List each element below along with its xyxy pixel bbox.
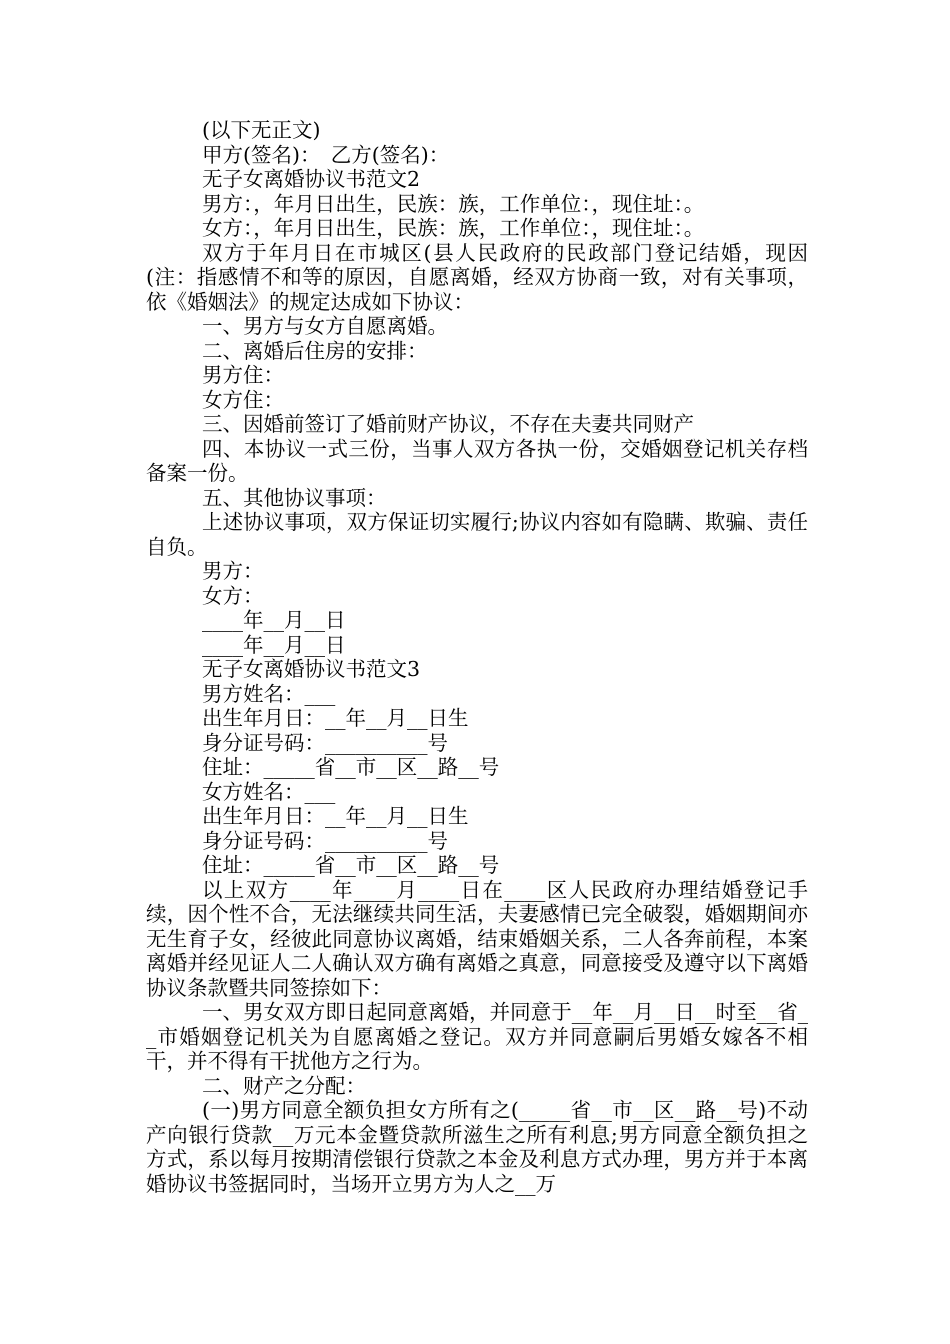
paragraph: 以上双方____年____月____日在____区人民政府办理结婚登记手续，因个性不合，无法继续共同生活，夫妻感情已完全破裂，婚姻期间亦无生育子女，经彼此同意协议离婚，结束婚姻关系，二人各奔前程，本案离婚并经见证人二人确认双方确有离婚之真意，同意接受及遵守以下离婚协议条款暨共同签捺如下： bbox=[146, 877, 808, 1000]
text-line: 身分证号码：__________号 bbox=[202, 730, 448, 755]
text-line: ____年__月__日 bbox=[202, 608, 346, 632]
paragraph: 双方于年月日在市城区(县人民政府的民政部门登记结婚，现因(注：指感情不和等的原因，自愿离婚，经双方协商一致，对有关事项，依《婚姻法》的规定达成如下协议： bbox=[146, 240, 808, 314]
text-line: 无子女离婚协议书范文2 bbox=[202, 167, 421, 191]
text-line: 女方姓名：___ bbox=[202, 779, 336, 804]
text-line: 二、离婚后住房的安排： bbox=[202, 338, 428, 363]
paragraph: 一、男女双方即日起同意离婚，并同意于__年__月__日__时至__省__市婚姻登记机关为自愿离婚之登记。双方并同意嗣后男婚女嫁各不相干，并不得有干扰他方之行为。 bbox=[146, 1000, 808, 1073]
text-line: 男方：，年月日出生，民族：族，工作单位：，现住址：。 bbox=[202, 191, 705, 216]
text-line: 出生年月日：__年__月__日生 bbox=[202, 804, 469, 828]
text-line: 男方： bbox=[202, 559, 264, 583]
text-line: 出生年月日：__年__月__日生 bbox=[202, 706, 469, 730]
text-line: 身分证号码：__________号 bbox=[202, 828, 448, 853]
text-line: 一、男方与女方自愿离婚。 bbox=[202, 314, 448, 338]
text-line: 五、其他协议事项： bbox=[202, 485, 387, 510]
text-line: 无子女离婚协议书范文3 bbox=[202, 657, 421, 681]
text-line: 女方住： bbox=[202, 387, 284, 412]
paragraph: (一)男方同意全额负担女方所有之(_____省__市__区__路__号)不动产向银行贷款__万元本金暨贷款所滋生之所有利息;男方同意全额负担之方式，系以每月按期清偿银行贷款之本金及利息方式办理，男方并于本离婚协议书签据同时，当场开立男方为人之__万 bbox=[146, 1098, 808, 1196]
text-line: 男方姓名：___ bbox=[202, 681, 336, 706]
text-line: ____年__月__日 bbox=[202, 632, 346, 657]
text-line: 住址：_____省__市__区__路__号 bbox=[202, 853, 500, 877]
text-line: 女方： bbox=[202, 583, 264, 608]
text-line: (以下无正文) bbox=[202, 118, 321, 142]
text-line: 男方住： bbox=[202, 363, 284, 387]
text-line: 三、因婚前签订了婚前财产协议，不存在夫妻共同财产 bbox=[202, 412, 694, 436]
document-body bbox=[146, 118, 808, 1196]
text-line: 二、财产之分配： bbox=[202, 1073, 366, 1098]
text-line: 女方：，年月日出生，民族：族，工作单位：，现住址：。 bbox=[202, 216, 705, 240]
text-line: 住址：_____省__市__区__路__号 bbox=[202, 755, 500, 779]
paragraph: 上述协议事项，双方保证切实履行;协议内容如有隐瞒、欺骗、责任自负。 bbox=[146, 510, 808, 559]
text-line: 甲方(签名)： 乙方(签名)： bbox=[202, 142, 450, 167]
paragraph: 四、本协议一式三份，当事人双方各执一份，交婚姻登记机关存档备案一份。 bbox=[146, 436, 808, 485]
